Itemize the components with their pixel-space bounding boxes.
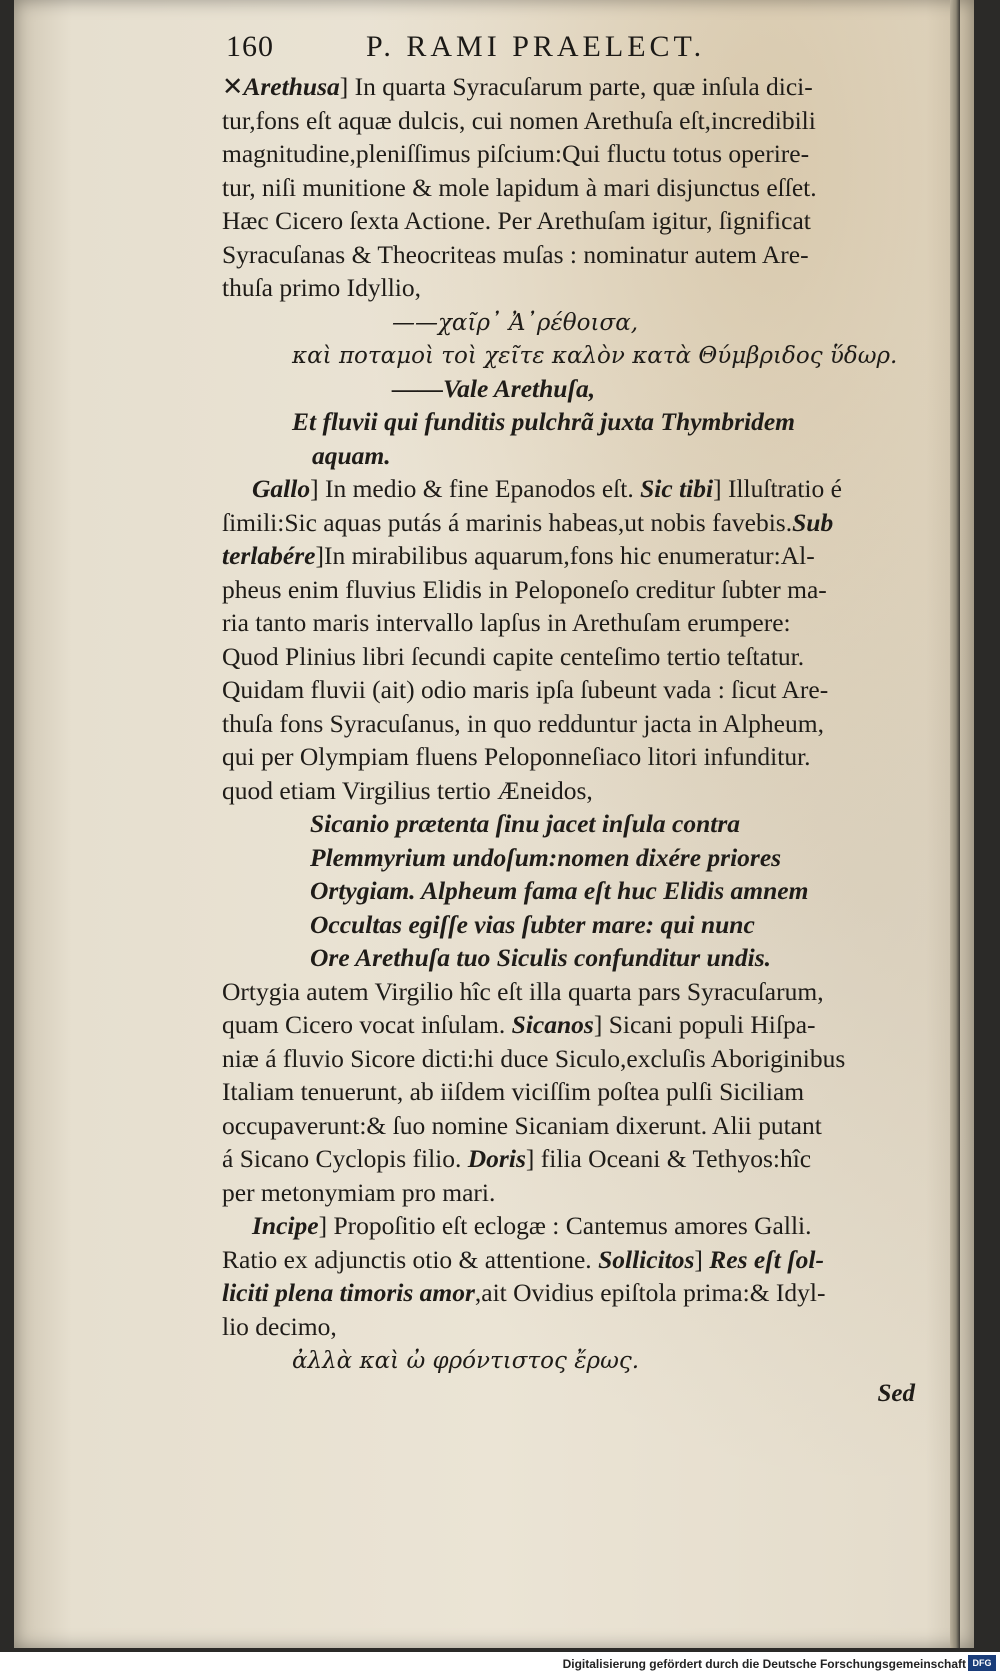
text-line (222, 841, 922, 875)
italic-segment: Sicanio prætenta ſinu jacet inſula contra (310, 809, 741, 838)
text-line (222, 874, 922, 908)
greek-segment: ἀλλὰ καὶ ὠ φρόντιστος ἔρως. (292, 1348, 640, 1374)
text-line (222, 1109, 922, 1143)
text-segment: Ratio ex adjunctis otio & attentione. (222, 1244, 599, 1274)
text-line (222, 908, 922, 942)
text-segment: ,ait Ovidius epiſtola prima:& Idyl- (474, 1278, 826, 1307)
text-segment: ] filia Oceani & Tethyos:hîc (525, 1144, 812, 1173)
italic-segment: Et fluvii qui funditis pulchrã juxta Thymbridem (292, 407, 796, 436)
text-segment: tur, niſi munitione & mole lapidum à mari disjunctus eſſet. (222, 172, 817, 202)
page-header (226, 30, 786, 70)
text-segment: magnitudine,pleniſſimus piſcium:Qui fluctu totus operire- (222, 139, 810, 168)
text-segment: niæ á fluvio Sicore dicti:hi duce Siculo,excluſis Aboriginibus (222, 1043, 846, 1073)
text-line (222, 1042, 922, 1076)
text-segment: ] Propoſitio eſt eclogæ : Cantemus amores Galli. (318, 1211, 812, 1240)
text-segment: lio decimo, (222, 1311, 337, 1341)
text-line (222, 70, 922, 104)
greek-segment: ——χαῖρ᾽ Ἀ᾽ρέθοισα, (392, 309, 639, 336)
italic-segment: ——Vale Arethuſa, (392, 373, 596, 403)
text-segment: thuſa fons Syracuſanus, in quo redduntur jacta in Alpheum, (222, 708, 824, 738)
greek-segment: καὶ ποταμοὶ τοὶ χεῖτε καλὸν κατὰ Θύμβριδος ὕδωρ. (292, 343, 898, 369)
text-line (222, 941, 922, 975)
margin-mark: ✕ (222, 72, 244, 101)
text-line (222, 338, 922, 372)
text-segment: ] In quarta Syracuſarum parte, quæ inſula dici- (339, 72, 813, 101)
text-line (222, 707, 922, 741)
text-segment: qui per Olympiam fluens Peloponneſiaco litori infunditur. (222, 742, 811, 771)
italic-segment: Sicanos (511, 1010, 594, 1039)
italic-segment: aquam. (312, 440, 391, 470)
text-segment: ]In mirabilibus aquarum,fons hic enumeratur:Al- (315, 541, 815, 570)
text-segment: thuſa primo Idyllio, (222, 273, 422, 302)
text-line (222, 1276, 922, 1310)
text-segment: ] (694, 1244, 710, 1274)
italic-segment: Arethusa (243, 72, 340, 101)
italic-segment: Sollicitos (598, 1244, 695, 1274)
text-segment: Ortygia autem Virgilio hîc eſt illa quarta pars Syracuſarum, (222, 976, 824, 1006)
text-line (222, 1343, 922, 1377)
text-line (222, 975, 922, 1009)
text-segment: quam Cicero vocat inſulam. (222, 1010, 512, 1039)
text-line (222, 539, 922, 573)
text-segment: tur,fons eſt aquæ dulcis, cui nomen Arethuſa eſt,incredibili (222, 105, 816, 135)
italic-segment: Ore Arethuſa tuo Siculis confunditur undis. (310, 943, 772, 972)
text-segment: ſimili:Sic aquas putás á marinis habeas,ut nobis favebis. (222, 507, 793, 537)
text-line (222, 171, 922, 205)
text-line (222, 372, 922, 406)
text-segment: Syracuſanas & Theocriteas muſas : nominatur autem Are- (222, 239, 809, 269)
text-segment: ] In medio & fine Epanodos eſt. (310, 474, 641, 503)
text-line (222, 204, 922, 238)
text-line (222, 472, 922, 506)
text-segment: ] Sicani populi Hiſpa- (593, 1010, 816, 1039)
italic-segment: Ortygiam. Alpheum fama eſt huc Elidis amnem (310, 876, 809, 905)
text-line (222, 740, 922, 774)
italic-segment: Doris (467, 1144, 526, 1173)
text-segment: pheus enim fluvius Elidis in Peloponeſo creditur ſubter ma- (222, 574, 827, 604)
text-segment: ] Illuſtratio é (713, 474, 842, 503)
text-line (222, 439, 922, 473)
text-segment: ria tanto maris intervallo lapſus in Arethuſam erumpere: (222, 608, 791, 637)
text-line (222, 1176, 922, 1210)
italic-segment: Incipe (252, 1211, 319, 1240)
text-line (222, 137, 922, 171)
text-line (222, 1209, 922, 1243)
commentary-text (222, 70, 922, 1377)
text-segment: Quod Plinius libri ſecundi capite centeſimo tertio teſtatur. (222, 641, 805, 671)
text-segment: á Sicano Cyclopis filio. (222, 1144, 468, 1173)
text-line (222, 573, 922, 607)
text-line (222, 1075, 922, 1109)
italic-segment: Gallo (252, 474, 311, 503)
italic-segment: terlabére (222, 541, 316, 570)
text-line (222, 774, 922, 808)
text-line (222, 1142, 922, 1176)
text-line (222, 673, 922, 707)
text-line (222, 1008, 922, 1042)
text-line (222, 305, 922, 339)
text-segment: occupaverunt:& ſuo nomine Sicaniam dixerunt. Alii putant (222, 1110, 822, 1140)
text-line (222, 238, 922, 272)
italic-segment: Sic tibi (640, 474, 714, 503)
text-segment: Italiam tenuerunt, ab iiſdem viciſſim poſtea pulſi Siciliam (222, 1077, 805, 1106)
footer-credit: Digitalisierung gefördert durch die Deutsche Forschungsgemeinschaft (562, 1657, 966, 1671)
italic-segment: liciti plena timoris amor (222, 1278, 475, 1307)
text-line (222, 405, 922, 439)
text-line (222, 271, 922, 305)
italic-segment: Sub (792, 507, 834, 537)
catchword: Sed (877, 1380, 915, 1407)
italic-segment: Plemmyrium undoſum:nomen dixére priores (310, 842, 782, 872)
text-line (222, 1310, 922, 1344)
text-line (222, 807, 922, 841)
dfg-logo: DFG (968, 1655, 996, 1671)
text-segment: per metonymiam pro mari. (222, 1177, 496, 1207)
text-line (222, 104, 922, 138)
italic-segment: Res eſt ſol- (709, 1244, 825, 1274)
page-edge (950, 0, 960, 1648)
text-line (222, 1243, 922, 1277)
text-segment: Quidam fluvii (ait) odio maris ipſa ſubeunt vada : ſicut Are- (222, 675, 829, 704)
text-segment: quod etiam Virgilius tertio Æneidos, (222, 775, 593, 805)
text-line (222, 640, 922, 674)
text-line (222, 606, 922, 640)
folio-number: 160 (226, 30, 274, 63)
running-head: P. RAMI PRAELECT. (366, 30, 706, 63)
italic-segment: Occultas egiſſe vias ſubter mare: qui nunc (310, 909, 755, 939)
text-line (222, 506, 922, 540)
text-segment: Hæc Cicero ſexta Actione. Per Arethuſam igitur, ſignificat (222, 206, 811, 235)
